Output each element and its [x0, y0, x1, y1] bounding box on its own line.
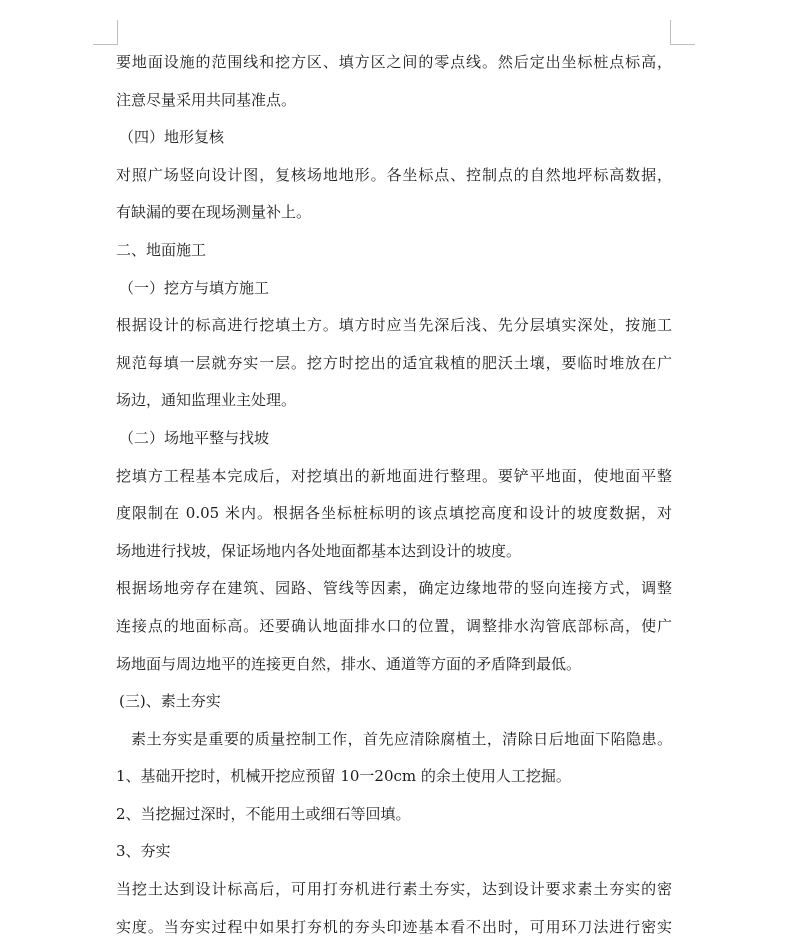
paragraph-line: 连接点的地面标高。还要确认地面排水口的位置，调整排水沟管底部标高，使广 [116, 616, 672, 635]
paragraph-line: 根据场地旁存在建筑、园路、管线等因素，确定边缘地带的竖向连接方式，调整 [116, 579, 672, 598]
page-corner-mark-top-right [670, 20, 695, 45]
paragraph-line: 场边，通知监理业主处理。 [116, 391, 297, 410]
paragraph-line: 根据设计的标高进行挖填土方。填方时应当先深后浅、先分层填实深处，按施工 [116, 316, 672, 335]
paragraph-line: 对照广场竖向设计图，复核场地地形。各坐标点、控制点的自然地坪标高数据， [116, 165, 672, 184]
chapter-heading: 二、地面施工 [116, 240, 207, 259]
paragraph-line: 实度。当夯实过程中如果打夯机的夯头印迹基本看不出时，可用环刀法进行密实 [116, 917, 672, 936]
list-item: 2、当挖掘过深时，不能用土或细石等回填。 [116, 804, 411, 823]
paragraph-line: 有缺漏的要在现场测量补上。 [116, 203, 312, 222]
paragraph-line: 度限制在 0.05 米内。根据各坐标桩标明的该点填挖高度和设计的坡度数据，对 [116, 504, 672, 523]
section-heading: （一）挖方与填方施工 [119, 278, 270, 297]
paragraph-line: 规范每填一层就夯实一层。挖方时挖出的适宜栽植的肥沃土壤，要临时堆放在广 [116, 353, 672, 372]
paragraph-line: 场地进行找坡，保证场地内各处地面都基本达到设计的坡度。 [116, 541, 522, 560]
paragraph-line: 要地面设施的范围线和挖方区、填方区之间的零点线。然后定出坐标桩点标高， [116, 53, 672, 71]
paragraph-line: 挖填方工程基本完成后，对挖填出的新地面进行整理。要铲平地面，使地面平整 [116, 466, 672, 485]
section-heading: （二）场地平整与找坡 [119, 428, 270, 447]
paragraph-line: 注意尽量采用共同基准点。 [116, 90, 297, 109]
section-heading: (三)、素土夯实 [119, 692, 221, 711]
list-item: 1、基础开挖时，机械开挖应预留 10一20cm 的余土使用人工挖掘。 [116, 767, 571, 786]
paragraph-line: 素土夯实是重要的质量控制工作，首先应清除腐植土，清除日后地面下陷隐患。 [131, 729, 672, 748]
paragraph-line: 当挖土达到设计标高后，可用打夯机进行素土夯实，达到设计要求素土夯实的密 [116, 880, 672, 899]
list-item: 3、夯实 [116, 842, 171, 861]
section-heading: （四）地形复核 [119, 128, 225, 147]
paragraph-line: 场地面与周边地平的连接更自然，排水、通道等方面的矛盾降到最低。 [116, 654, 582, 673]
page-corner-mark-top-left [93, 20, 118, 45]
document-body [116, 44, 672, 946]
